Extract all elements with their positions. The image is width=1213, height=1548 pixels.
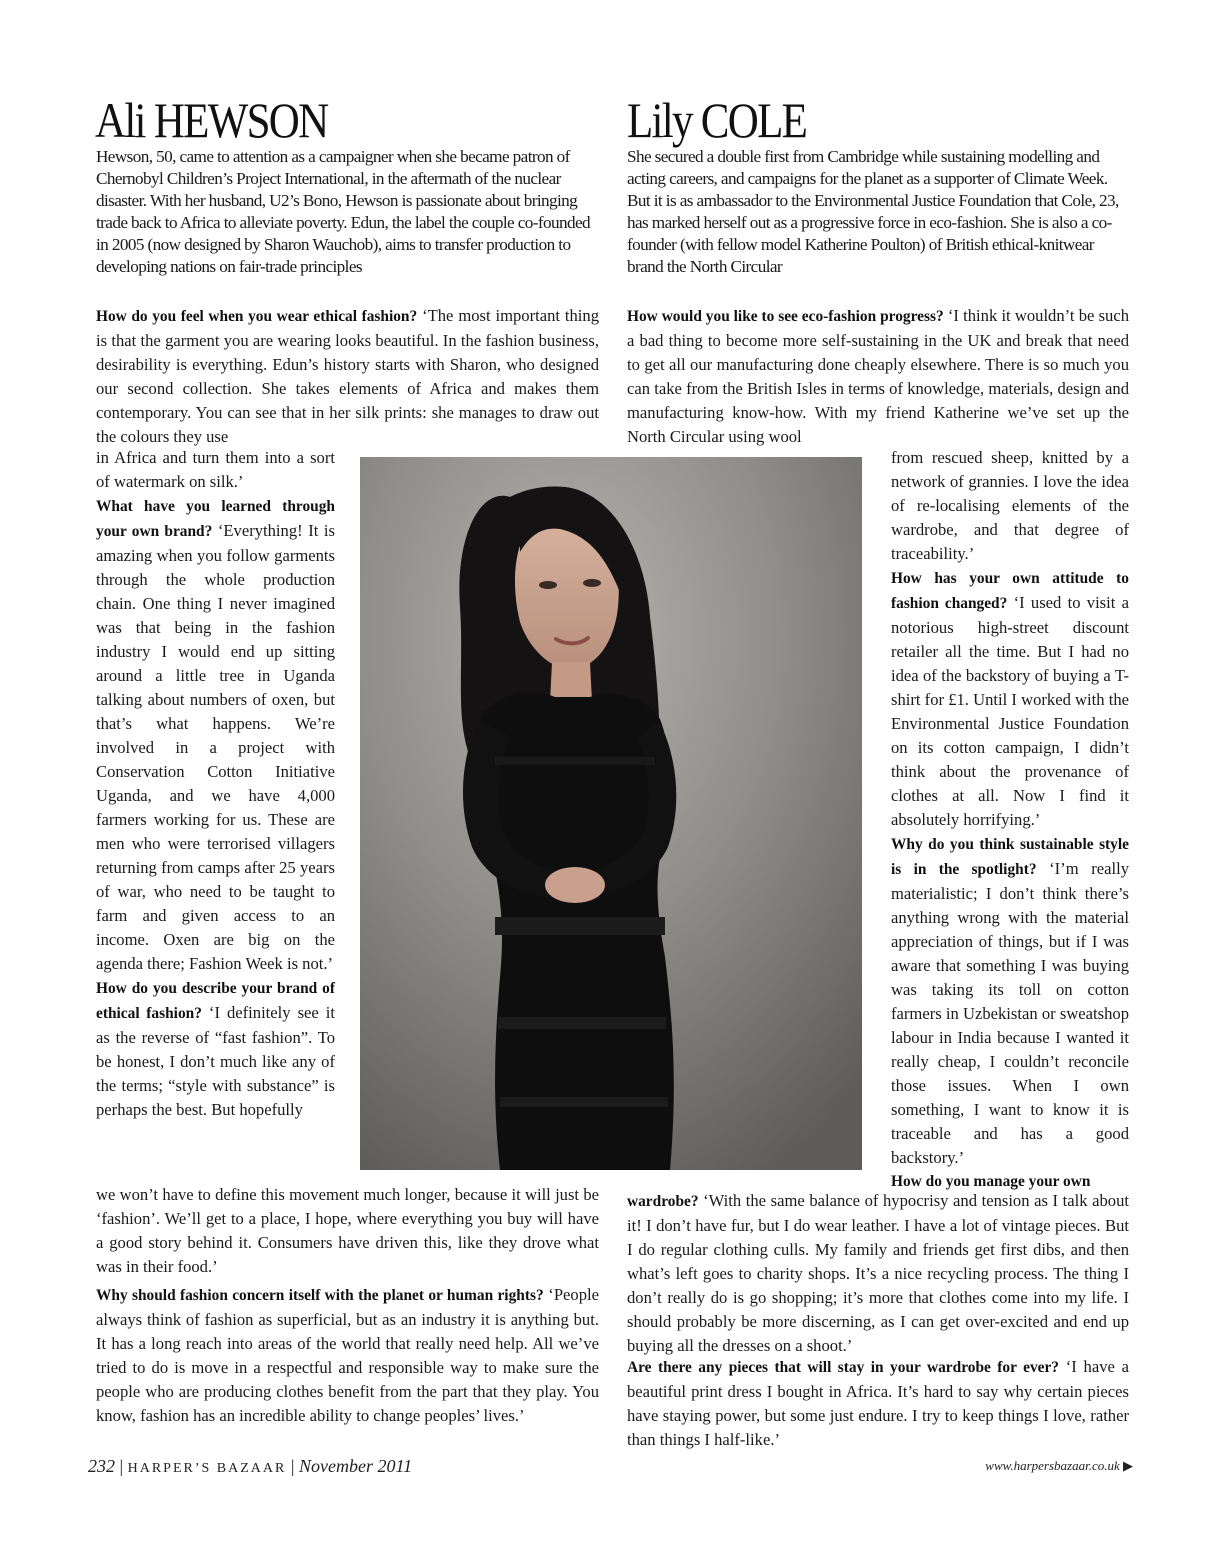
issue-date: November 2011 <box>298 1456 413 1476</box>
page-footer <box>88 1456 1133 1482</box>
question: How would you like to see eco-fashion progress? <box>627 308 944 325</box>
name-last: HEWSON <box>153 92 328 148</box>
left-narrow-column <box>96 446 335 1122</box>
profile-name-ali-hewson <box>95 92 327 148</box>
arrow-right-icon: ▶ <box>1123 1458 1133 1473</box>
answer: ‘With the same balance of hypocrisy and tension as I talk about it! I don’t have fur, but I do wear leather. I have a lot of vintage pieces. But I do regular clothing culls. My family and friends get first dibs, and then what’s left goes to charity shops. It’s a nice recycling process. The thing I don’t really do is go shopping; it’s more that clothes come into my life. I should probably be more discerning, as I can get over-excited and end up buying all the dresses on a shoot.’ <box>627 1191 1129 1355</box>
question: How do you describe your brand of ethical fashion? <box>96 980 335 1022</box>
name-first: Ali <box>95 92 154 148</box>
answer-paragraph <box>627 1355 1129 1452</box>
question: How do you manage your own <box>891 1173 1091 1190</box>
intro-lily-cole: She secured a double first from Cambridge while sustaining modelling and acting careers, and campaigns for the planet as a supporter of Climate Week. But it is as ambassador to the Environmental Justice Foundation that Cole, 23, has marked herself out as a progressive force in eco-fashion. She is also a co-founder (with fellow model Katherine Poulton) of British ethical-knitwear brand the North Circular <box>627 147 1119 276</box>
page-number: 232 <box>88 1456 115 1476</box>
footer-left <box>88 1456 412 1477</box>
footer-right <box>985 1458 1133 1474</box>
answer-paragraph <box>627 304 1129 449</box>
question: wardrobe? <box>627 1193 699 1210</box>
answer: ‘I have a beautiful print dress I bought in Africa. It’s hard to say why certain pieces have staying power, but some just endure. I try to keep things I love, rather than things I half-like.’ <box>627 1357 1129 1449</box>
answer-paragraph <box>891 566 1129 832</box>
answer: ‘I definitely see it as the reverse of “fast fashion”. To be honest, I don’t much like any of the terms; “style with substance” is perhaps the best. But hopefully <box>96 1003 335 1119</box>
answer-continuation: we won’t have to define this movement much longer, because it will just be ‘fashion’. We’ll get to a place, I hope, where everything you buy will have a good story behind it. Consumers have driven this, like they drove what was in their food.’ <box>96 1185 599 1276</box>
answer-paragraph <box>96 494 335 976</box>
portrait-illustration <box>360 457 862 1170</box>
answer-paragraph <box>627 1189 1129 1358</box>
answer: ‘People always think of fashion as superficial, but as an industry it is anything but. It has a long reach into areas of the world that really need help. All we’ve tried to do is move in a respectful and responsible way to make sure the people who are producing clothes benefit from the part that they play. You know, fashion has an incredible ability to change peoples’ lives.’ <box>96 1285 599 1425</box>
question: Why should fashion concern itself with the planet or human rights? <box>96 1287 544 1304</box>
separator: | <box>115 1456 128 1476</box>
answer-continuation: from rescued sheep, knitted by a network of grannies. I love the idea of re-localising elements of the wardrobe, and that degree of traceability.’ <box>891 448 1129 563</box>
answer: ‘Everything! It is amazing when you follow garments through the whole production chain. One thing I never imagined was that being in the fashion industry I would end up sitting around a little tree in Uganda talking about numbers of oxen, but that’s what happens. We’re involved in a project with Conservation Cotton Initiative Uganda, and we have 4,000 farmers working for us. These are men who were terrorised villagers returning from camps after 25 years of war, who need to be taught to farm and given access to an income. Oxen are big on the agenda there; Fashion Week is not.’ <box>96 521 336 973</box>
question: Why do you think sustainable style is in the spotlight? <box>891 836 1129 878</box>
website-link[interactable]: www.harpersbazaar.co.uk <box>985 1458 1120 1473</box>
right-narrow-column <box>891 446 1129 1194</box>
question: What have you learned through your own brand? <box>96 498 335 540</box>
answer: ‘I’m really materialistic; I don’t think there’s anything wrong with the material appreciation of things, but if I was aware that something I was buying was taking its toll on cotton farmers in Uzbekistan or sweatshop labour in India because I wanted it really cheap, I couldn’t reconcile those issues. When I own something, I want to know it is traceable and has a good backstory.’ <box>891 859 1129 1167</box>
answer-continuation: in Africa and turn them into a sort of watermark on silk.’ <box>96 448 335 491</box>
answer-paragraph <box>96 304 599 449</box>
answer: ‘The most important thing is that the garment you are wearing looks beautiful. In the fashion business, desirability is everything. Edun’s history starts with Sharon, who designed our second collection. She takes elements of Africa and makes them contemporary. You can see that in her silk prints: she manages to draw out the colours they use <box>96 306 600 446</box>
question: How has your own attitude to fashion changed? <box>891 570 1129 612</box>
name-first: Lily <box>627 92 701 148</box>
answer: ‘I think it wouldn’t be such a bad thing to become more self-sustaining in the UK and break that need to get all our manufacturing done cheaply elsewhere. There is so much you can take from the British Isles in terms of knowledge, materials, design and manufacturing know-how. With my friend Katherine we’ve set up the North Circular using wool <box>627 306 1129 446</box>
profile-name-lily-cole <box>627 92 806 148</box>
question: How do you feel when you wear ethical fashion? <box>96 308 418 325</box>
magazine-name: HARPER’S BAZAAR <box>127 1461 287 1476</box>
portrait-photo <box>360 457 862 1170</box>
name-last: COLE <box>700 92 807 148</box>
answer: ‘I used to visit a notorious high-street discount retailer all the time. But I had no idea of the backstory of buying a T-shirt for £1. Until I worked with the Environmental Justice Foundation on its cotton campaign, I didn’t think about the provenance of clothes at all. Now I find it absolutely horrifying.’ <box>891 593 1129 829</box>
answer-paragraph <box>96 1283 599 1428</box>
intro-ali-hewson: Hewson, 50, came to attention as a campaigner when she became patron of Chernobyl Children’s Project International, in the aftermath of the nuclear disaster. With her husband, U2’s Bono, Hewson is passionate about bringing trade back to Africa to alleviate poverty. Edun, the label the couple co-founded in 2005 (now designed by Sharon Wauchob), aims to transfer production to developing nations on fair-trade principles <box>96 147 590 276</box>
answer-paragraph <box>96 976 335 1122</box>
answer-paragraph <box>891 832 1129 1170</box>
separator: | <box>286 1456 299 1476</box>
question: Are there any pieces that will stay in your wardrobe for ever? <box>627 1359 1059 1376</box>
